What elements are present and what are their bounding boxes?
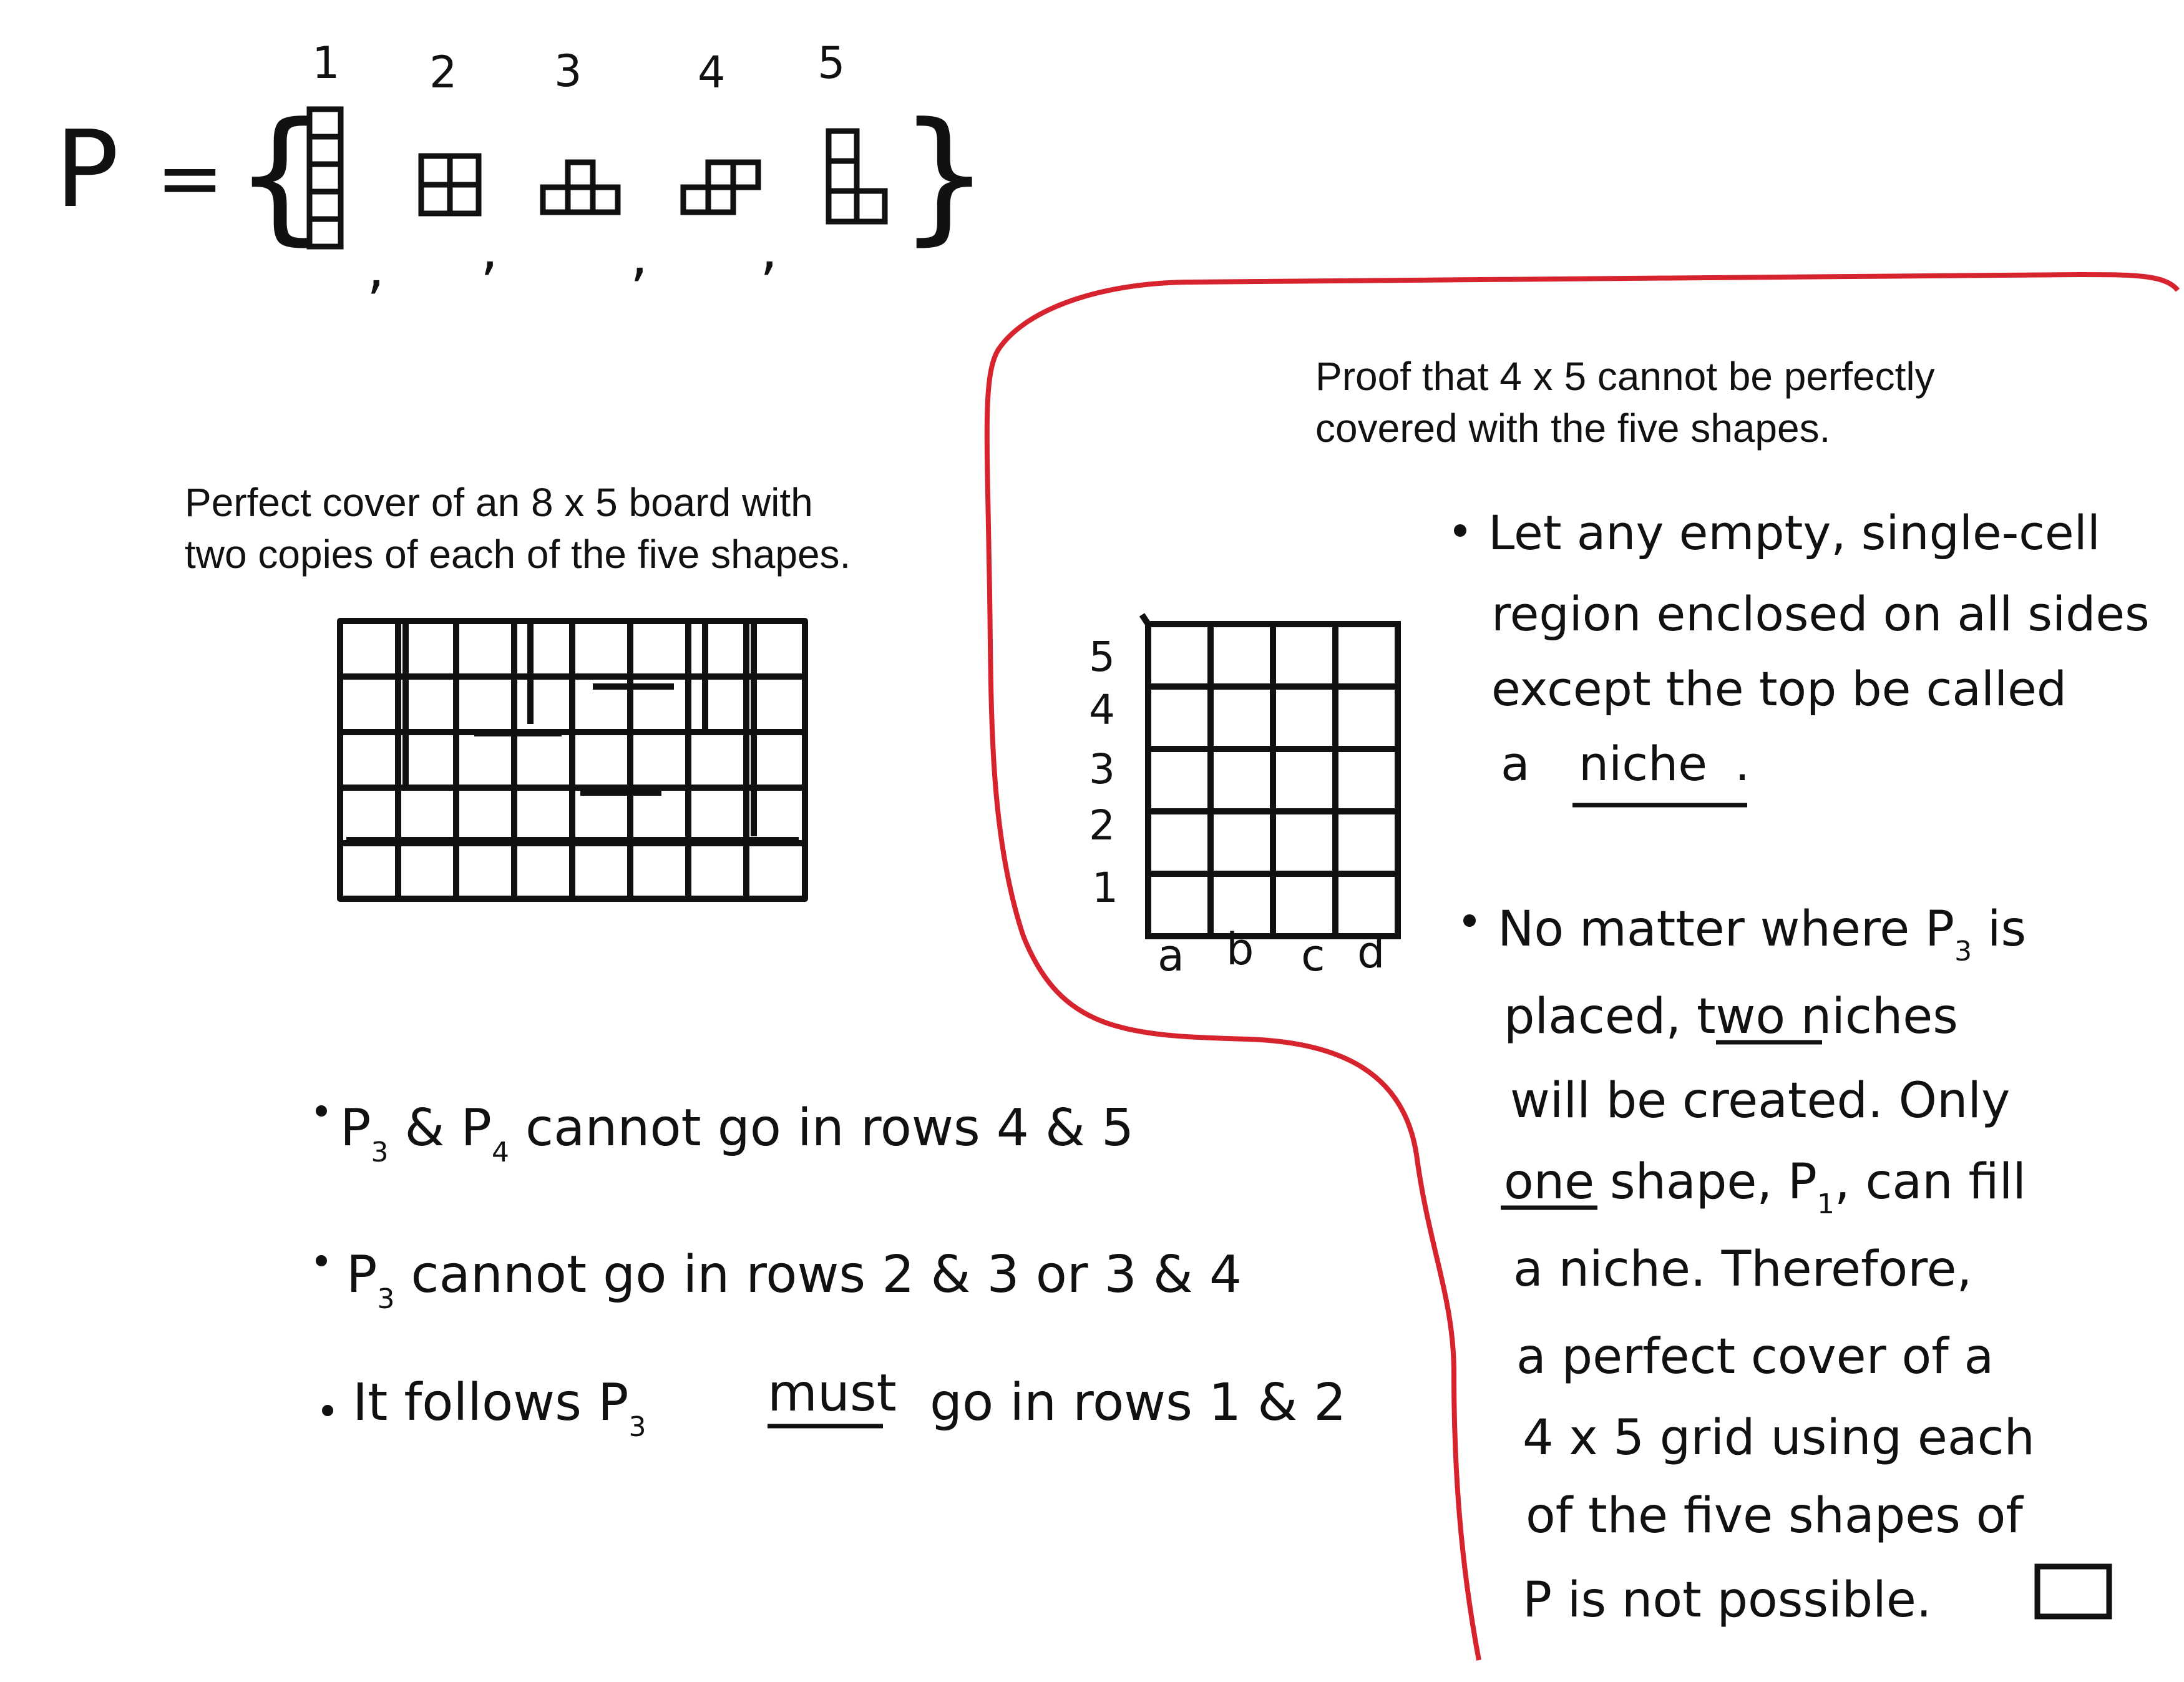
grid-col-label-b: b bbox=[1226, 924, 1254, 975]
bullet-2-a: P bbox=[346, 1245, 378, 1304]
proof-line-1-b: is bbox=[1972, 901, 2027, 957]
bullet-1-b: & P bbox=[388, 1098, 492, 1158]
right-caption-line1: Proof that 4 x 5 cannot be perfectly bbox=[1315, 354, 1935, 399]
bullet-3-prefix bbox=[353, 1373, 646, 1443]
proof-line-4-a: shape, P bbox=[1594, 1154, 1817, 1210]
proof-line-4-underlined: one bbox=[1504, 1154, 1595, 1210]
grid-row-label-3: 3 bbox=[1089, 745, 1115, 793]
shape-label-2: 2 bbox=[429, 47, 457, 98]
comma-2: , bbox=[480, 217, 499, 282]
bullet-2-sub-1: 3 bbox=[377, 1283, 395, 1315]
proof-line-4-b: , can fill bbox=[1834, 1154, 2026, 1210]
niche-definition bbox=[1454, 505, 2150, 805]
niche-line-2: region enclosed on all sides bbox=[1491, 586, 2150, 642]
bullet-1 bbox=[340, 1098, 1134, 1168]
proof-line-5: a niche. Therefore, bbox=[1513, 1241, 1972, 1298]
right-caption-line2: covered with the five shapes. bbox=[1315, 406, 1831, 451]
shape-4-s-piece bbox=[683, 162, 758, 212]
niche-line-1: Let any empty, single-cell bbox=[1488, 505, 2100, 560]
shape-label-3: 3 bbox=[554, 46, 582, 97]
shape-label-5: 5 bbox=[817, 37, 846, 89]
bullet-1-a: P bbox=[340, 1098, 371, 1158]
set-definition bbox=[55, 37, 990, 301]
qed-square bbox=[2037, 1567, 2109, 1616]
grid-row-label-1: 1 bbox=[1092, 864, 1118, 912]
proof-line-2-a: placed, bbox=[1504, 989, 1697, 1045]
left-bullets bbox=[316, 1098, 1346, 1443]
proof-line-4-sub: 1 bbox=[1816, 1188, 1835, 1220]
proof-line-2 bbox=[1504, 989, 1958, 1045]
comma-1: , bbox=[367, 235, 385, 301]
comma-4: , bbox=[760, 217, 778, 282]
grid-row-label-2: 2 bbox=[1089, 801, 1115, 849]
proof-line-1-a: No matter where P bbox=[1498, 901, 1955, 957]
shape-2-square-piece bbox=[421, 156, 479, 213]
grid-row-label-5: 5 bbox=[1089, 633, 1115, 681]
bullet-1-sub-1: 3 bbox=[371, 1137, 389, 1168]
proof-line-2-underlined: two bbox=[1696, 989, 1786, 1045]
left-caption-line1: Perfect cover of an 8 x 5 board with bbox=[185, 480, 813, 525]
niche-term: niche bbox=[1579, 736, 1707, 791]
shape-5-l-piece bbox=[829, 131, 885, 222]
brace-close: } bbox=[899, 92, 990, 259]
niche-term-period: . bbox=[1735, 736, 1750, 791]
niche-line-3: except the top be called bbox=[1491, 661, 2067, 716]
grid-col-label-c: c bbox=[1301, 930, 1325, 981]
bullet-3-a: It follows P bbox=[353, 1373, 629, 1432]
equals-sign: = bbox=[156, 130, 224, 225]
shape-label-4: 4 bbox=[698, 47, 726, 98]
proof-line-2-b: niches bbox=[1785, 989, 1958, 1045]
bullet-3-b: go in rows 1 & 2 bbox=[930, 1373, 1347, 1432]
brace-open: { bbox=[234, 92, 326, 259]
proof-text bbox=[1463, 901, 2109, 1628]
set-symbol-p: P bbox=[55, 108, 119, 232]
grid-col-label-d: d bbox=[1357, 927, 1385, 978]
grid-col-label-a: a bbox=[1158, 930, 1184, 981]
bullet-2 bbox=[346, 1245, 1242, 1315]
proof-line-7: 4 x 5 grid using each bbox=[1523, 1410, 2035, 1466]
grid-4x5 bbox=[1142, 615, 1398, 936]
proof-line-4 bbox=[1504, 1154, 2026, 1220]
shape-label-1: 1 bbox=[312, 37, 340, 89]
board-8x5-perfect-cover bbox=[340, 621, 805, 899]
niche-line-4-prefix: a bbox=[1501, 736, 1530, 791]
proof-line-1-sub: 3 bbox=[1954, 936, 1972, 967]
shape-3-t-piece bbox=[543, 162, 618, 212]
bullet-3-underlined: must bbox=[768, 1364, 897, 1423]
proof-line-3: will be created. Only bbox=[1510, 1073, 2011, 1129]
bullet-1-c: cannot go in rows 4 & 5 bbox=[509, 1098, 1134, 1158]
grid-row-label-4: 4 bbox=[1089, 686, 1115, 734]
proof-line-8: of the five shapes of bbox=[1526, 1488, 2023, 1544]
bullet-3-sub-1: 3 bbox=[628, 1411, 646, 1443]
left-caption-line2: two copies of each of the five shapes. bbox=[185, 532, 851, 577]
proof-line-9: P is not possible. bbox=[1523, 1572, 1932, 1628]
proof-line-1 bbox=[1498, 901, 2026, 967]
comma-3: , bbox=[630, 223, 648, 288]
bullet-2-b: cannot go in rows 2 & 3 or 3 & 4 bbox=[394, 1245, 1242, 1304]
bullet-1-sub-2: 4 bbox=[491, 1137, 509, 1168]
proof-line-6: a perfect cover of a bbox=[1516, 1329, 1994, 1385]
